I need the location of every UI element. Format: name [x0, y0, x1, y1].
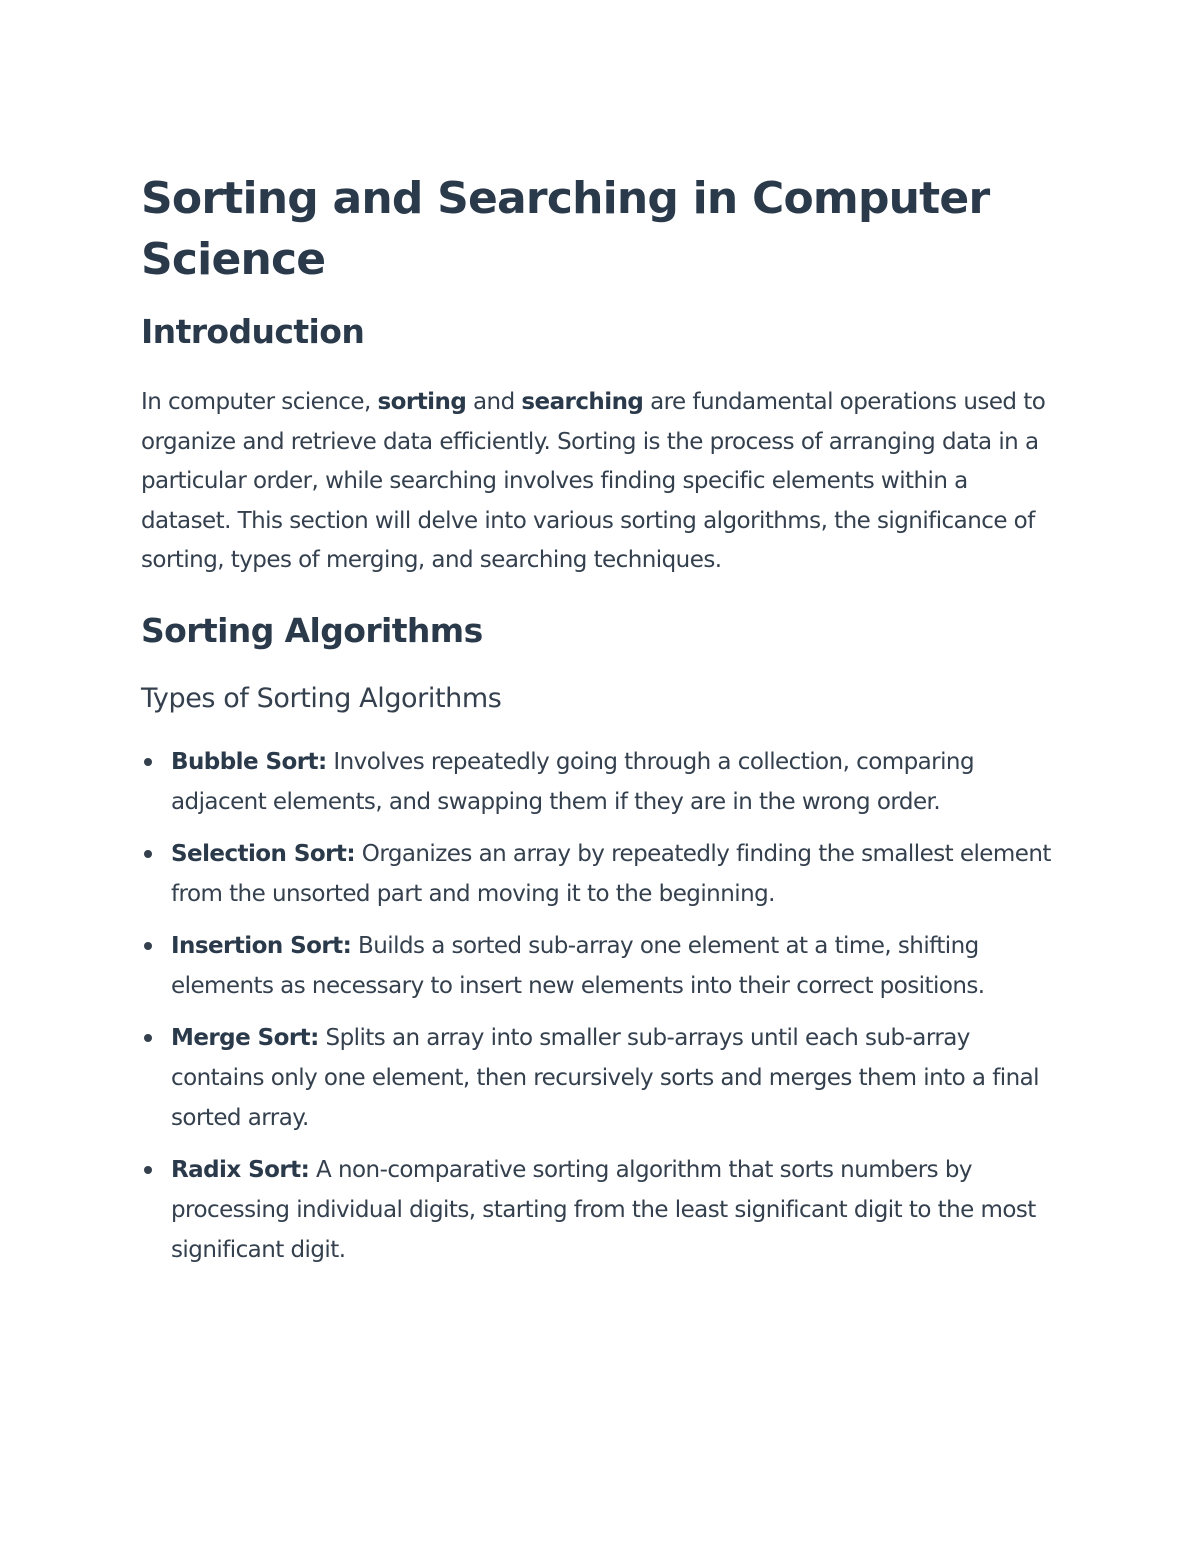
list-item-term: Bubble Sort: [171, 748, 327, 775]
sorting-algorithms-heading: Sorting Algorithms [141, 610, 483, 650]
bullet-icon [144, 1034, 152, 1042]
page-title: Sorting and Searching in Computer Science [141, 173, 990, 285]
list-item-radix-sort [141, 1150, 1061, 1270]
list-item-term: Merge Sort: [171, 1024, 319, 1051]
bullet-icon [144, 850, 152, 858]
list-item-selection-sort [141, 834, 1061, 914]
list-item-merge-sort [141, 1018, 1061, 1138]
list-item-bubble-sort [141, 742, 1061, 822]
sorting-term: sorting [377, 389, 467, 415]
list-item-term: Radix Sort: [171, 1156, 310, 1183]
list-item-description: A non-comparative sorting algorithm that sorts numbers by processing individual digits, starting from the least significant digit to the most significant digit. [171, 1156, 1036, 1263]
introduction-paragraph [141, 383, 1061, 581]
document-page [141, 168, 1061, 1282]
types-of-sorting-subheading: Types of Sorting Algorithms [141, 682, 502, 714]
list-item-insertion-sort [141, 926, 1061, 1006]
list-item-description: Involves repeatedly going through a collection, comparing adjacent elements, and swapping them if they are in the wrong order. [171, 748, 975, 815]
intro-text-before: In computer science, [141, 389, 378, 415]
list-item-description: Builds a sorted sub-array one element at a time, shifting elements as necessary to insert new elements into their correct positions. [171, 932, 985, 999]
bullet-icon [144, 758, 152, 766]
list-item-description: Splits an array into smaller sub-arrays until each sub-array contains only one element, then recursively sorts and merges them into a final sorted array. [171, 1024, 1040, 1131]
bullet-icon [144, 1166, 152, 1174]
list-item-term: Selection Sort: [171, 840, 355, 867]
list-item-description: Organizes an array by repeatedly finding the smallest element from the unsorted part and moving it to the beginning. [171, 840, 1051, 907]
list-item-term: Insertion Sort: [171, 932, 352, 959]
introduction-heading: Introduction [141, 312, 365, 351]
sorting-algorithms-list [141, 742, 1061, 1270]
bullet-icon [144, 942, 152, 950]
intro-text-and: and [466, 389, 522, 415]
searching-term: searching [521, 389, 644, 415]
intro-text-after: are fundamental operations used to organize and retrieve data efficiently. Sorting is the process of arranging data in a particular order, while searching involves finding specific elements within a dataset. This section will delve into various sorting algorithms, the significance of sorting, types of merging, and searching techniques. [141, 389, 1046, 573]
